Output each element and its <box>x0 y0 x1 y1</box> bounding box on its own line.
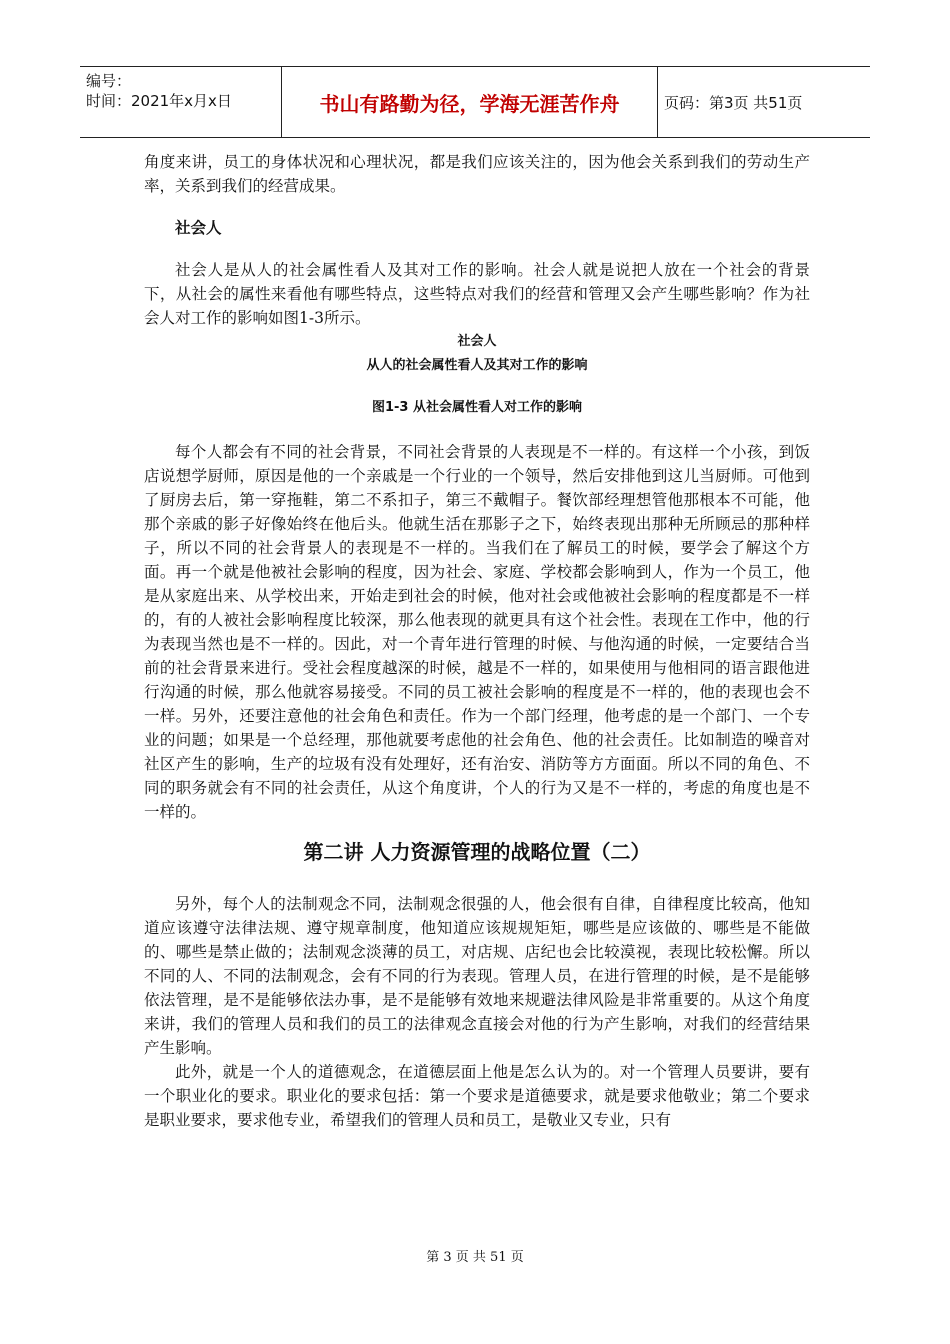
paragraph-legal-awareness: 另外，每个人的法制观念不同，法制观念很强的人，他会很有自律，自律程度比较高，他知道应该遵守法律法规、遵守规章制度，他知道应该规规矩矩，哪些是应该做的、哪些是不能做的、哪些是禁止做的；法制观念淡薄的员工，对店规、店纪也会比较漠视，表现比较松懈。所以不同的人、不同的法制观念，会有不同的行为表现。管理人员，在进行管理的时候，是不是能够依法管理，是不是能够依法办事，是不是能够有效地来规避法律风险是非常重要的。从这个角度来讲，我们的管理人员和我们的员工的法律观念直接会对他的行为产生影响，对我们的经营结果产生影响。 <box>144 895 810 1057</box>
figure-line-2: 从人的社会属性看人及其对工作的影响 <box>366 358 588 373</box>
page-header <box>80 66 870 138</box>
paragraph-social-background: 每个人都会有不同的社会背景，不同社会背景的人表现是不一样的。有这样一个小孩，到饭店说想学厨师，原因是他的一个亲戚是一个行业的一个领导，然后安排他到这儿当厨师。可他到了厨房去后，第一穿拖鞋，第二不系扣子，第三不戴帽子。餐饮部经理想管他那根本不可能，他那个亲戚的影子好像始终在他后头。他就生活在那影子之下，始终表现出那种无所顾忌的那种样子，所以不同的社会背景人的表现是不一样的。当我们在了解员工的时候，要学会了解这个方面。再一个就是他被社会影响的程度，因为社会、家庭、学校都会影响到人，作为一个员工，他是从家庭出来、从学校出来，开始走到社会的时候，他对社会或他被社会影响的程度都是不一样的，有的人被社会影响程度比较深，那么他表现的就更具有这个社会性。表现在工作中，他的行为表现当然也是不一样的。因此，对一个青年进行管理的时候、与他沟通的时候，一定要结合当前的社会背景来进行。受社会程度越深的时候，越是不一样的，如果使用与他相同的语言跟他进行沟通的时候，那么他就容易接受。不同的员工被社会影响的程度是不一样的，他的表现也会不一样。另外，还要注意他的社会角色和责任。作为一个部门经理，他考虑的是一个部门、一个专业的问题；如果是一个总经理，那他就要考虑他的社会角色、他的社会责任。比如制造的噪音对社区产生的影响，生产的垃圾有没有处理好，还有治安、消防等方方面面。所以不同的角色、不同的职务就会有不同的社会责任，从这个角度讲，个人的行为又是不一样的，考虑的角度也是不一样的。 <box>144 443 810 821</box>
figure-line-1: 社会人 <box>457 334 497 349</box>
header-meta <box>80 67 282 137</box>
header-number-label: 编号： <box>86 72 132 90</box>
header-date: 时间：2021年x月x日 <box>86 92 232 110</box>
document-body <box>144 150 810 1132</box>
paragraph-intro: 角度来讲，员工的身体状况和心理状况，都是我们应该关注的，因为他会关系到我们的劳动生产率，关系到我们的经营成果。 <box>144 153 810 195</box>
section-title-social-person: 社会人 <box>175 219 222 237</box>
header-motto: 书山有路勤为径，学海无涯苦作舟 <box>282 67 658 137</box>
lecture-title: 第二讲 人力资源管理的战略位置（二） <box>303 840 651 864</box>
figure-caption: 图1-3 从社会属性看人对工作的影响 <box>371 400 582 415</box>
paragraph-social-person: 社会人是从人的社会属性看人及其对工作的影响。社会人就是说把人放在一个社会的背景下，从社会的属性来看他有哪些特点，这些特点对我们的经营和管理又会产生哪些影响？作为社会人对工作的影响如图1-3所示。 <box>144 261 810 327</box>
header-page-info: 页码：第3页 共51页 <box>664 93 803 112</box>
page-footer: 第 3 页 共 51 页 <box>426 1250 524 1265</box>
paragraph-moral-awareness: 此外，就是一个人的道德观念，在道德层面上他是怎么认为的。对一个管理人员要讲，要有一个职业化的要求。职业化的要求包括：第一个要求是道德要求，就是要求他敬业；第二个要求是职业要求，要求他专业，希望我们的管理人员和员工，是敬业又专业，只有 <box>144 1063 810 1129</box>
